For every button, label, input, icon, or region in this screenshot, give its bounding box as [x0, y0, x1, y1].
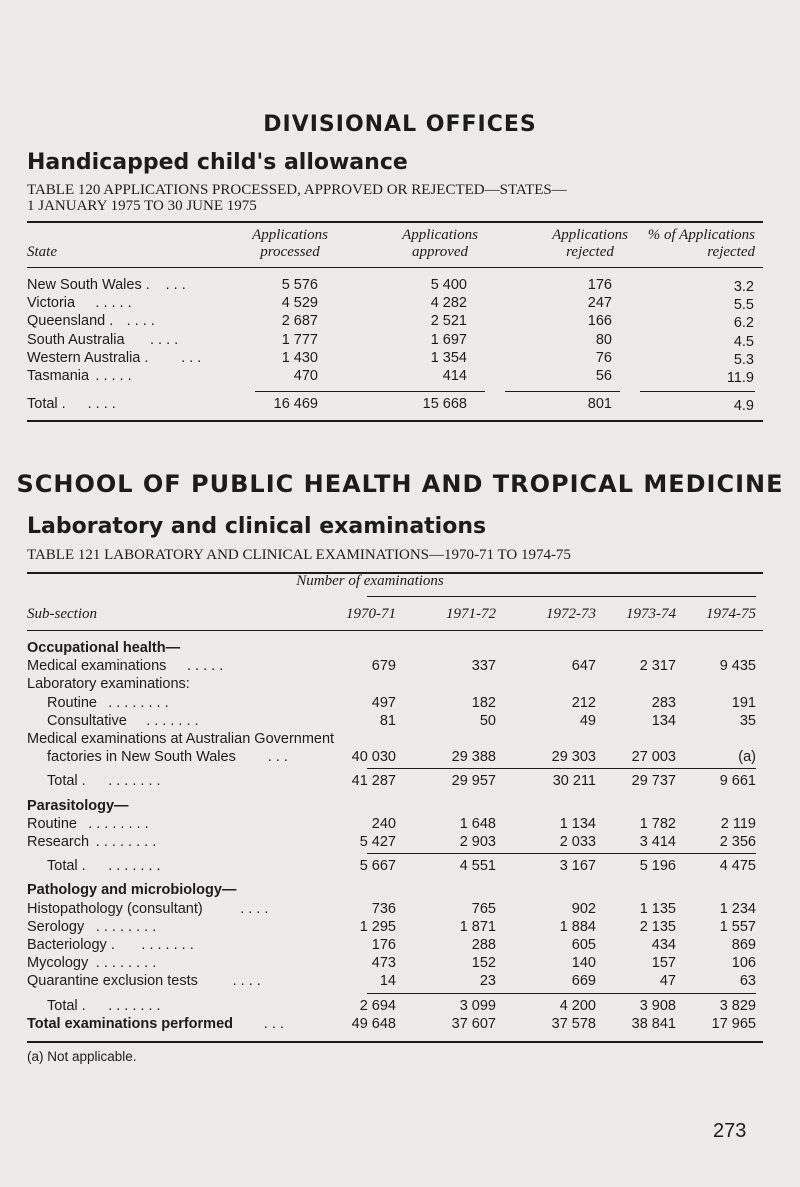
table-121-row-value: 869	[731, 937, 756, 953]
table-120-row-leader-dots: . . .	[165, 277, 186, 293]
table-121-total-label: Total .	[47, 858, 86, 875]
col-header-line2: processed	[260, 244, 320, 260]
table-121-row-leader-dots: . . . . . . .	[141, 937, 194, 953]
table-120-total-processed: 16 469	[273, 396, 318, 412]
table-121-row-value: 434	[651, 937, 676, 953]
subtitle-handicapped-allowance: Handicapped child's allowance	[27, 150, 408, 175]
table-121-row-value: 288	[471, 937, 496, 953]
grand-total-value: 38 841	[631, 1015, 676, 1032]
year-header-1974-75: 1974-75	[706, 606, 756, 622]
table-121-row-value: 3 414	[639, 834, 676, 850]
group-heading: Pathology and microbiology—	[27, 882, 237, 899]
total-rule	[255, 391, 370, 392]
table-121-row-value: 176	[371, 937, 396, 953]
table-121-row-label: factories in New South Wales	[47, 749, 236, 766]
table-120-row-approved: 2 521	[430, 313, 467, 330]
group-heading: Occupational health—	[27, 640, 181, 656]
total-rule	[640, 391, 755, 392]
table-120-row-state: Victoria	[27, 295, 76, 312]
section-title-divisional-offices: DIVISIONAL OFFICES	[263, 112, 537, 137]
table-121-row-value: 27 003	[631, 749, 676, 766]
table-120-row-approved: 4 282	[430, 295, 467, 312]
table-121-row-value: 902	[571, 900, 596, 917]
table-121-row-value: 283	[651, 694, 676, 711]
table-121-row-value: 1 557	[719, 918, 756, 935]
table-121-row-value: 1 871	[459, 918, 496, 935]
table-121-row-value: 669	[571, 973, 596, 990]
table-121-row-value: 647	[571, 658, 596, 675]
table-121-row-value: 1 782	[639, 815, 676, 832]
table-121-total-value: 3 099	[459, 997, 496, 1014]
table-120-row-pct: 5.3	[733, 351, 754, 368]
table-120-bottom-rule	[27, 420, 763, 422]
col-header-line2: rejected	[566, 244, 614, 260]
table-121-total-value: 9 661	[719, 773, 756, 790]
year-header-1972-73: 1972-73	[546, 606, 596, 622]
table-121-total-value: 3 829	[719, 997, 756, 1014]
grand-total-value: 37 578	[551, 1015, 596, 1032]
table-120-row-processed: 5 576	[281, 277, 318, 293]
table-121-row-label: Routine	[47, 694, 97, 711]
table-120-total-state: Total .	[27, 396, 66, 412]
table-120-row-rejected: 247	[587, 295, 612, 312]
table-121-total-value: 4 475	[719, 858, 756, 875]
table-120-row-pct: 11.9	[726, 370, 754, 386]
table-121-row-label: Quarantine exclusion tests	[27, 973, 198, 990]
year-header-1973-74: 1973-74	[626, 606, 676, 622]
table-120-row-leader-dots: . . . .	[126, 313, 155, 330]
table-121-row-value: 29 303	[551, 749, 596, 766]
group-header-number-of-exams: Number of examinations	[296, 573, 444, 589]
year-header-1970-71: 1970-71	[346, 606, 396, 622]
table-121-row-value: 1 234	[719, 900, 756, 917]
table-120-row-processed: 470	[293, 368, 318, 384]
table-121-total-leader-dots: . . . . . . .	[108, 773, 161, 790]
table-120-row-processed: 1 430	[281, 349, 318, 366]
table-121-row-label: Medical examinations at Australian Government	[27, 731, 335, 747]
table-121-total-value: 29 737	[631, 773, 676, 790]
table-120-row-state: New South Wales .	[27, 277, 150, 293]
year-header-1971-72: 1971-72	[446, 606, 496, 622]
table-121-row-value: 29 388	[451, 749, 496, 766]
table-121-row-value: 1 884	[559, 918, 596, 935]
table-121-total-value: 3 167	[559, 858, 596, 875]
table-120-row-processed: 4 529	[281, 295, 318, 312]
grand-total-value: 37 607	[451, 1015, 496, 1032]
table-120-row-pct: 6.2	[733, 315, 754, 332]
table-121-row-value: 2 033	[559, 834, 596, 850]
col-header-line1: Applications	[552, 227, 628, 243]
table-121-row-value: 157	[651, 955, 676, 972]
table-121-row-leader-dots: . . .	[267, 749, 288, 766]
table-120-total-pct: 4.9	[733, 398, 754, 414]
table-121-row-leader-dots: . . . . .	[187, 658, 224, 675]
table-121-total-value: 2 694	[359, 997, 396, 1014]
table-120-row-approved: 414	[442, 368, 467, 384]
table-120-row-rejected: 56	[595, 368, 612, 384]
table-120-row-approved: 1 354	[430, 349, 467, 366]
table-121-row-value: 2 317	[639, 658, 676, 675]
table-120-row-state: Western Australia .	[27, 349, 149, 366]
subtotal-rule	[367, 768, 756, 769]
col-header-line2: approved	[411, 244, 469, 260]
table-121-bottom-rule	[27, 1041, 763, 1043]
table-121-row-leader-dots: . . . . . . . .	[108, 694, 169, 711]
table-121-row-label: Medical examinations	[27, 658, 167, 675]
table-121-row-value: 5 427	[359, 834, 396, 850]
table-120-total-approved: 15 668	[422, 396, 467, 412]
group-heading: Parasitology—	[27, 797, 129, 814]
table-120-total-rejected: 801	[587, 396, 612, 412]
table-121-row-value: 1 648	[459, 815, 496, 832]
col-header-state: State	[27, 244, 57, 260]
table-120-row-approved: 5 400	[430, 277, 467, 293]
table-121-total-value: 41 287	[351, 773, 396, 790]
table-121-row-value: 14	[379, 973, 396, 990]
table-120-row-leader-dots: . . .	[181, 349, 202, 366]
table-121-row-label: Research	[27, 834, 90, 850]
grand-total-value: 17 965	[711, 1015, 756, 1032]
table-120-row-approved: 1 697	[430, 331, 467, 348]
table-120-row-rejected: 176	[587, 277, 612, 293]
table-121-row-value: 49	[579, 712, 596, 729]
table-121-total-leader-dots: . . . . . . .	[108, 997, 161, 1014]
page-number: 273	[713, 1120, 747, 1142]
grand-total-label: Total examinations performed	[27, 1015, 233, 1032]
table-121-total-value: 29 957	[451, 773, 496, 790]
table-120-row-leader-dots: . . . . .	[95, 295, 132, 312]
table-120-row-state: South Australia	[27, 331, 125, 348]
section-title-school-public-health: SCHOOL OF PUBLIC HEALTH AND TROPICAL MEDICINE	[16, 470, 784, 498]
grand-total-leader-dots: . . .	[263, 1015, 284, 1032]
table-121-row-label: Consultative	[47, 712, 127, 729]
table-121-caption: TABLE 121 LABORATORY AND CLINICAL EXAMINATIONS—1970-71 TO 1974-75	[27, 547, 571, 563]
table-121-row-value: 765	[471, 900, 496, 917]
table-121-row-value: 182	[471, 694, 496, 711]
table-121-total-value: 5 196	[639, 858, 676, 875]
table-120-caption-line1: TABLE 120 APPLICATIONS PROCESSED, APPROVED OR REJECTED—STATES—	[27, 182, 567, 198]
table-120-row-state: Queensland .	[27, 313, 114, 330]
table-121-row-value: 497	[371, 694, 396, 711]
table-120-row-leader-dots: . . . . .	[95, 368, 132, 384]
total-rule	[505, 391, 620, 392]
table-121-row-value: 47	[659, 973, 676, 990]
table-121-row-value: 35	[739, 712, 756, 729]
table-121-row-value: 1 134	[559, 815, 596, 832]
table-121-row-value: 191	[731, 694, 756, 711]
table-121-total-label: Total .	[47, 773, 86, 790]
table-120-row-rejected: 80	[595, 331, 612, 348]
table-121-row-value: 1 135	[639, 900, 676, 917]
table-121-row-leader-dots: . . . . . . . .	[88, 815, 149, 832]
table-120-row-pct: 3.2	[733, 279, 754, 295]
table-120-row-pct: 5.5	[733, 297, 754, 314]
table-121-row-label: Bacteriology .	[27, 937, 115, 953]
table-120-row-leader-dots: . . . .	[150, 331, 179, 348]
table-120-row-pct: 4.5	[733, 333, 754, 350]
total-rule	[370, 391, 485, 392]
table-121-row-value: 2 903	[459, 834, 496, 850]
table-120-row-rejected: 166	[587, 313, 612, 330]
table-121-row-label: Histopathology (consultant)	[27, 900, 203, 917]
table-121-total-value: 3 908	[639, 997, 676, 1014]
table-121-row-leader-dots: . . . . . . .	[146, 712, 199, 729]
table-121-row-leader-dots: . . . . . . . .	[95, 955, 157, 972]
table-121-total-value: 4 551	[459, 858, 496, 875]
table-121-row-value: 240	[371, 815, 396, 832]
table-120-top-rule	[27, 221, 763, 223]
table-121-row-value: 337	[471, 658, 496, 675]
col-header-pct-line2: rejected	[707, 244, 755, 260]
table-121-row-value: 2 119	[720, 815, 756, 832]
table-121-row-leader-dots: . . . .	[240, 900, 269, 917]
table-121-row-leader-dots: . . . .	[232, 973, 261, 990]
table-121-total-leader-dots: . . . . . . .	[108, 858, 161, 875]
table-120-caption-line2: 1 JANUARY 1975 TO 30 JUNE 1975	[27, 198, 257, 214]
table-121-header-rule	[27, 630, 763, 631]
subsection-header: Sub-section	[27, 606, 97, 622]
table-121-row-value: 679	[371, 658, 396, 675]
subtotal-rule	[367, 993, 756, 994]
group-header-rule	[367, 596, 756, 597]
table-121-row-value: 473	[371, 955, 396, 972]
grand-total-value: 49 648	[351, 1015, 396, 1032]
table-121-row-value: 63	[739, 973, 756, 990]
table-121-row-value: 1 295	[359, 918, 396, 935]
table-121-row-value: 40 030	[351, 749, 396, 766]
table-120-total-leader-dots: . . . .	[87, 396, 116, 412]
col-header-line1: Applications	[402, 227, 478, 243]
table-121-row-value: 2 135	[639, 918, 676, 935]
table-121-row-value: 140	[571, 955, 596, 972]
table-120-row-processed: 2 687	[281, 313, 318, 330]
table-120-row-rejected: 76	[595, 349, 612, 366]
table-121-row-label: Laboratory examinations:	[27, 676, 190, 693]
table-121-row-label: Routine	[27, 815, 77, 832]
table-121-total-value: 4 200	[559, 997, 596, 1014]
table-120-row-processed: 1 777	[281, 331, 318, 348]
table-120-header-rule	[27, 267, 763, 268]
col-header-pct-line1: % of Applications	[647, 227, 755, 243]
table-121-total-value: 30 211	[552, 773, 596, 790]
subtitle-lab-clinical-exams: Laboratory and clinical examinations	[27, 514, 487, 539]
table-121-row-label: Mycology	[27, 955, 89, 972]
table-121-row-value: 81	[379, 712, 396, 729]
table-121-row-value: 134	[651, 712, 676, 729]
table-121-total-value: 5 667	[359, 858, 396, 875]
table-121-row-value: 212	[571, 694, 596, 711]
table-121-row-value: 152	[471, 955, 496, 972]
table-121-row-value: 50	[479, 712, 496, 729]
table-121-row-value: 106	[731, 955, 756, 972]
table-121-row-value: (a)	[738, 749, 756, 766]
table-120-row-state: Tasmania	[27, 368, 90, 384]
table-121-total-label: Total .	[47, 997, 86, 1014]
footnote: (a) Not applicable.	[27, 1049, 137, 1064]
table-121-row-value: 9 435	[719, 658, 756, 675]
table-121-row-leader-dots: . . . . . . . .	[95, 834, 157, 850]
table-121-row-value: 605	[571, 937, 596, 953]
subtotal-rule	[367, 853, 756, 854]
table-121-row-label: Serology	[27, 918, 85, 935]
table-121-row-leader-dots: . . . . . . . .	[95, 918, 157, 935]
table-121-row-value: 2 356	[719, 834, 756, 850]
table-121-row-value: 23	[479, 973, 496, 990]
table-121-row-value: 736	[371, 900, 396, 917]
col-header-line1: Applications	[252, 227, 328, 243]
